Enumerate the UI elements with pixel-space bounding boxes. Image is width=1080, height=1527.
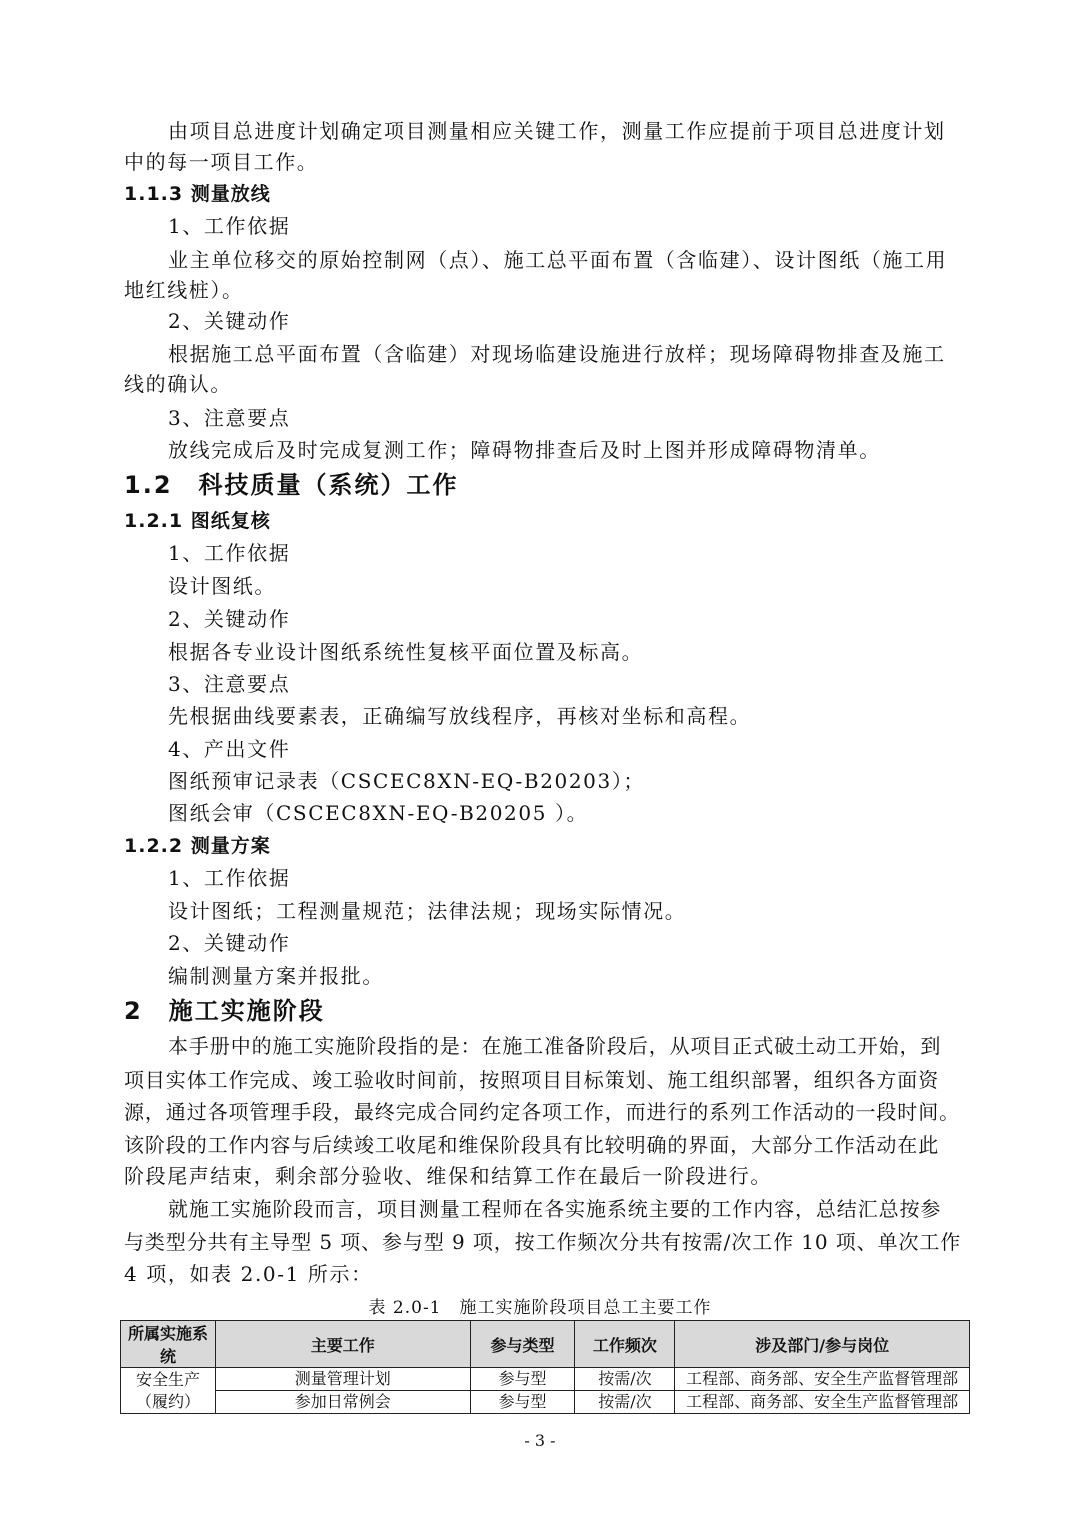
table-row [121,1391,970,1414]
subheading: 2、关键动作 [168,607,291,631]
department-cell: 工程部、商务部、安全生产监督管理部 [675,1368,970,1391]
column-header-system: 所属实施系统 [121,1321,216,1368]
table-header-row [121,1321,970,1368]
paragraph-line: 设计图纸。 [168,574,276,598]
paragraph-line: 放线完成后及时完成复测工作；障碍物排查后及时上图并形成障碍物清单。 [168,438,881,462]
paragraph-line: 源，通过各项管理手段，最终完成合同约定各项工作，而进行的系列工作活动的一段时间。 [124,1100,960,1124]
system-label-line: （履约） [135,1391,200,1411]
work-cell: 参加日常例会 [215,1391,470,1414]
section-heading-1-2-2: 1.2.2 测量方案 [124,835,271,857]
paragraph-line: 线的确认。 [124,372,232,396]
subheading: 1、工作依据 [168,214,291,238]
subheading: 4、产出文件 [168,737,291,761]
section-heading-1-1-3: 1.1.3 测量放线 [124,183,271,205]
column-header-frequency: 工作频次 [575,1321,675,1368]
paragraph-line: 编制测量方案并报批。 [168,964,384,988]
paragraph-line: 图纸会审（CSCEC8XN-EQ-B20205 ）。 [168,801,589,825]
paragraph-line: 设计图纸；工程测量规范；法律法规；现场实际情况。 [168,899,687,923]
paragraph-line: 根据各专业设计图纸系统性复核平面位置及标高。 [168,640,644,664]
paragraph-line: 地红线桩）。 [124,278,244,302]
frequency-cell: 按需/次 [575,1391,675,1414]
paragraph-line: 就施工实施阶段而言，项目测量工程师在各实施系统主要的工作内容，总结汇总按参 [168,1197,942,1221]
type-cell: 参与型 [470,1391,575,1414]
work-table [120,1320,970,1414]
paragraph-line: 业主单位移交的原始控制网（点）、施工总平面布置（含临建）、设计图纸（施工用 [168,248,948,272]
section-heading-1-2-1: 1.2.1 图纸复核 [124,510,271,532]
chapter-heading-2: 2 施工实施阶段 [124,997,325,1025]
work-cell: 测量管理计划 [215,1368,470,1391]
table-caption: 表 2.0-1 施工实施阶段项目总工主要工作 [368,1298,712,1318]
subheading: 1、工作依据 [168,541,291,565]
frequency-cell: 按需/次 [575,1368,675,1391]
paragraph-line: 本手册中的施工实施阶段指的是：在施工准备阶段后，从项目正式破土动工开始，到 [168,1034,942,1058]
subheading: 3、注意要点 [168,672,291,696]
paragraph-line: 先根据曲线要素表，正确编写放线程序，再核对坐标和高程。 [168,704,752,728]
column-header-type: 参与类型 [470,1321,575,1368]
subheading: 3、注意要点 [168,406,291,430]
paragraph-line: 与类型分共有主导型 5 项、参与型 9 项，按工作频次分共有按需/次工作 10 项、单次工作 [124,1230,962,1254]
paragraph-line: 项目实体工作完成、竣工验收时间前，按照项目目标策划、施工组织部署，组织各方面资 [124,1068,940,1092]
page-number: - 3 - [524,1431,556,1450]
section-heading-1-2: 1.2 科技质量（系统）工作 [124,471,459,499]
subheading: 1、工作依据 [168,866,291,890]
paragraph-line: 4 项，如表 2.0-1 所示： [124,1262,373,1286]
system-label-line: 安全生产 [135,1369,200,1389]
department-cell: 工程部、商务部、安全生产监督管理部 [675,1391,970,1414]
type-cell: 参与型 [470,1368,575,1391]
paragraph-line: 阶段尾声结束，剩余部分验收、维保和结算工作在最后一阶段进行。 [124,1164,772,1188]
paragraph-line: 该阶段的工作内容与后续竣工收尾和维保阶段具有比较明确的界面，大部分工作活动在此 [124,1133,940,1157]
paragraph-line: 中的每一项目工作。 [124,150,319,174]
subheading: 2、关键动作 [168,309,291,333]
column-header-department: 涉及部门/参与岗位 [675,1321,970,1368]
system-cell [121,1368,216,1414]
paragraph-line: 由项目总进度计划确定项目测量相应关键工作，测量工作应提前于项目总进度计划 [168,119,946,143]
column-header-work: 主要工作 [215,1321,470,1368]
paragraph-line: 根据施工总平面布置（含临建）对现场临建设施进行放样；现场障碍物排查及施工 [168,342,946,366]
paragraph-line: 图纸预审记录表（CSCEC8XN-EQ-B20203）； [168,769,646,793]
table-row [121,1368,970,1391]
subheading: 2、关键动作 [168,931,291,955]
